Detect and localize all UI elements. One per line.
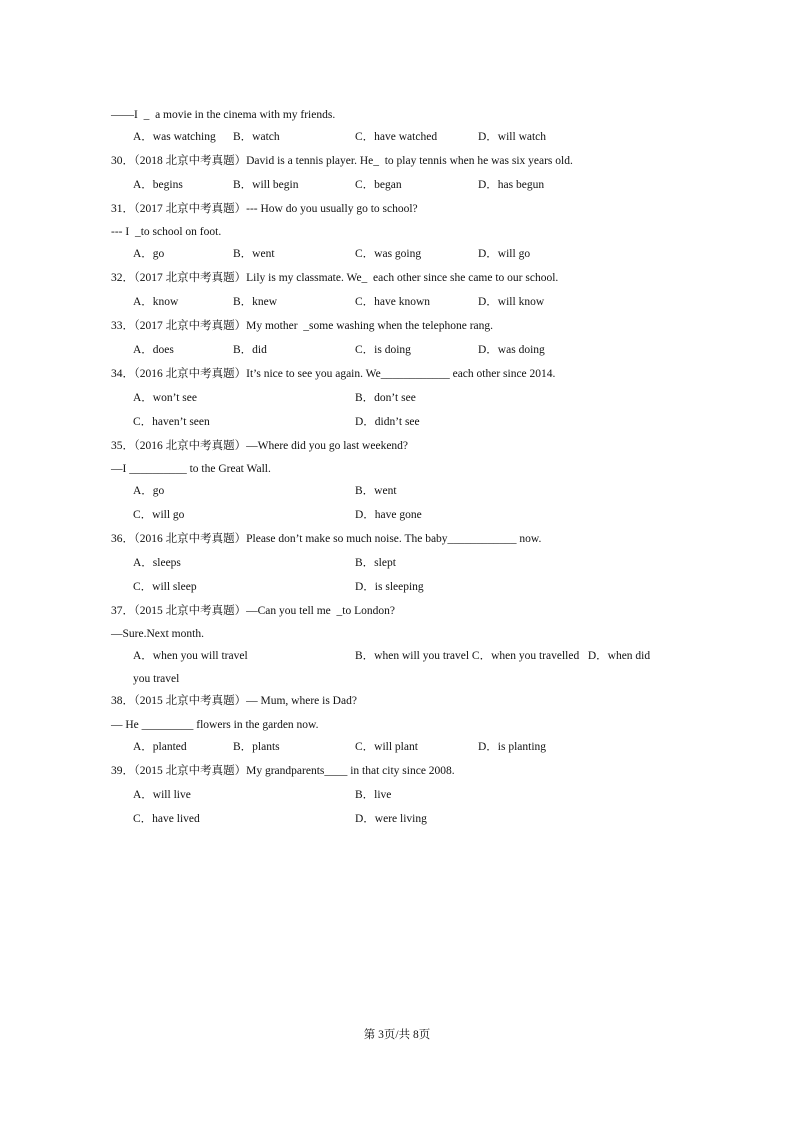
option-33-b: B．did (233, 344, 267, 356)
answer-line-29: ——I _ a movie in the cinema with my friends. (111, 109, 336, 121)
option-34-b: B．don’t see (355, 392, 416, 404)
option-33-a: A．does (133, 344, 174, 356)
answer-line-37: —Sure.Next month. (111, 628, 204, 640)
option-35-d: D．have gone (355, 509, 422, 521)
question-37-stem: 37．（2015 北京中考真题）—Can you tell me _to London? (111, 605, 395, 617)
option-37-d-continued: you travel (133, 673, 180, 685)
question-39-stem: 39．（2015 北京中考真题）My grandparents____ in that city since 2008. (111, 765, 455, 777)
option-31-d: D．will go (478, 248, 531, 260)
option-35-a: A．go (133, 485, 165, 497)
option-30-b: B．will begin (233, 179, 299, 191)
question-31-stem: 31．（2017 北京中考真题）--- How do you usually go to school? (111, 203, 418, 215)
answer-line-38: — He _________ flowers in the garden now. (111, 719, 319, 731)
option-37-a: A．when you will travel (133, 650, 248, 662)
option-39-c: C．have lived (133, 813, 200, 825)
option-38-d: D．is planting (478, 741, 547, 753)
option-39-a: A．will live (133, 789, 191, 801)
answer-line-31: --- I _to school on foot. (111, 226, 222, 238)
option-36-c: C．will sleep (133, 581, 197, 593)
question-34-stem: 34．（2016 北京中考真题）It’s nice to see you again. We____________ each other since 2014. (111, 368, 556, 380)
option-30-d: D．has begun (478, 179, 545, 191)
option-32-b: B．knew (233, 296, 278, 308)
option-33-d: D．was doing (478, 344, 545, 356)
option-35-b: B．went (355, 485, 397, 497)
option-30-c: C．began (355, 179, 402, 191)
option-31-a: A．go (133, 248, 165, 260)
option-36-b: B．slept (355, 557, 396, 569)
answer-line-35: —I __________ to the Great Wall. (111, 463, 271, 475)
option-32-a: A．know (133, 296, 179, 308)
option-36-a: A．sleeps (133, 557, 181, 569)
option-29-b: B．watch (233, 131, 280, 143)
option-33-c: C．is doing (355, 344, 411, 356)
option-32-c: C．have known (355, 296, 431, 308)
option-38-a: A．planted (133, 741, 187, 753)
option-37-bcd: B．when will you travel C．when you travelled D．when did (355, 650, 651, 662)
option-36-d: D．is sleeping (355, 581, 424, 593)
option-39-b: B．live (355, 789, 392, 801)
question-36-stem: 36．（2016 北京中考真题）Please don’t make so much noise. The baby____________ now. (111, 533, 542, 545)
option-31-c: C．was going (355, 248, 422, 260)
question-33-stem: 33．（2017 北京中考真题）My mother _some washing when the telephone rang. (111, 320, 493, 332)
option-35-c: C．will go (133, 509, 185, 521)
option-38-c: C．will plant (355, 741, 418, 753)
question-32-stem: 32．（2017 北京中考真题）Lily is my classmate. We_ each other since she came to our school. (111, 272, 559, 284)
question-35-stem: 35．（2016 北京中考真题）—Where did you go last weekend? (111, 440, 409, 452)
option-31-b: B．went (233, 248, 275, 260)
option-32-d: D．will know (478, 296, 545, 308)
option-39-d: D．were living (355, 813, 427, 825)
option-34-d: D．didn’t see (355, 416, 420, 428)
option-29-a: A．was watching (133, 131, 216, 143)
option-29-c: C．have watched (355, 131, 438, 143)
option-38-b: B．plants (233, 741, 280, 753)
option-30-a: A．begins (133, 179, 183, 191)
option-29-d: D．will watch (478, 131, 547, 143)
question-38-stem: 38．（2015 北京中考真题）— Mum, where is Dad? (111, 695, 357, 707)
option-34-a: A．won’t see (133, 392, 197, 404)
question-30-stem: 30．（2018 北京中考真题）David is a tennis player. He_ to play tennis when he was six years old. (111, 155, 573, 167)
page-footer: 第 3页/共 8页 (363, 1029, 431, 1041)
option-34-c: C．haven’t seen (133, 416, 210, 428)
